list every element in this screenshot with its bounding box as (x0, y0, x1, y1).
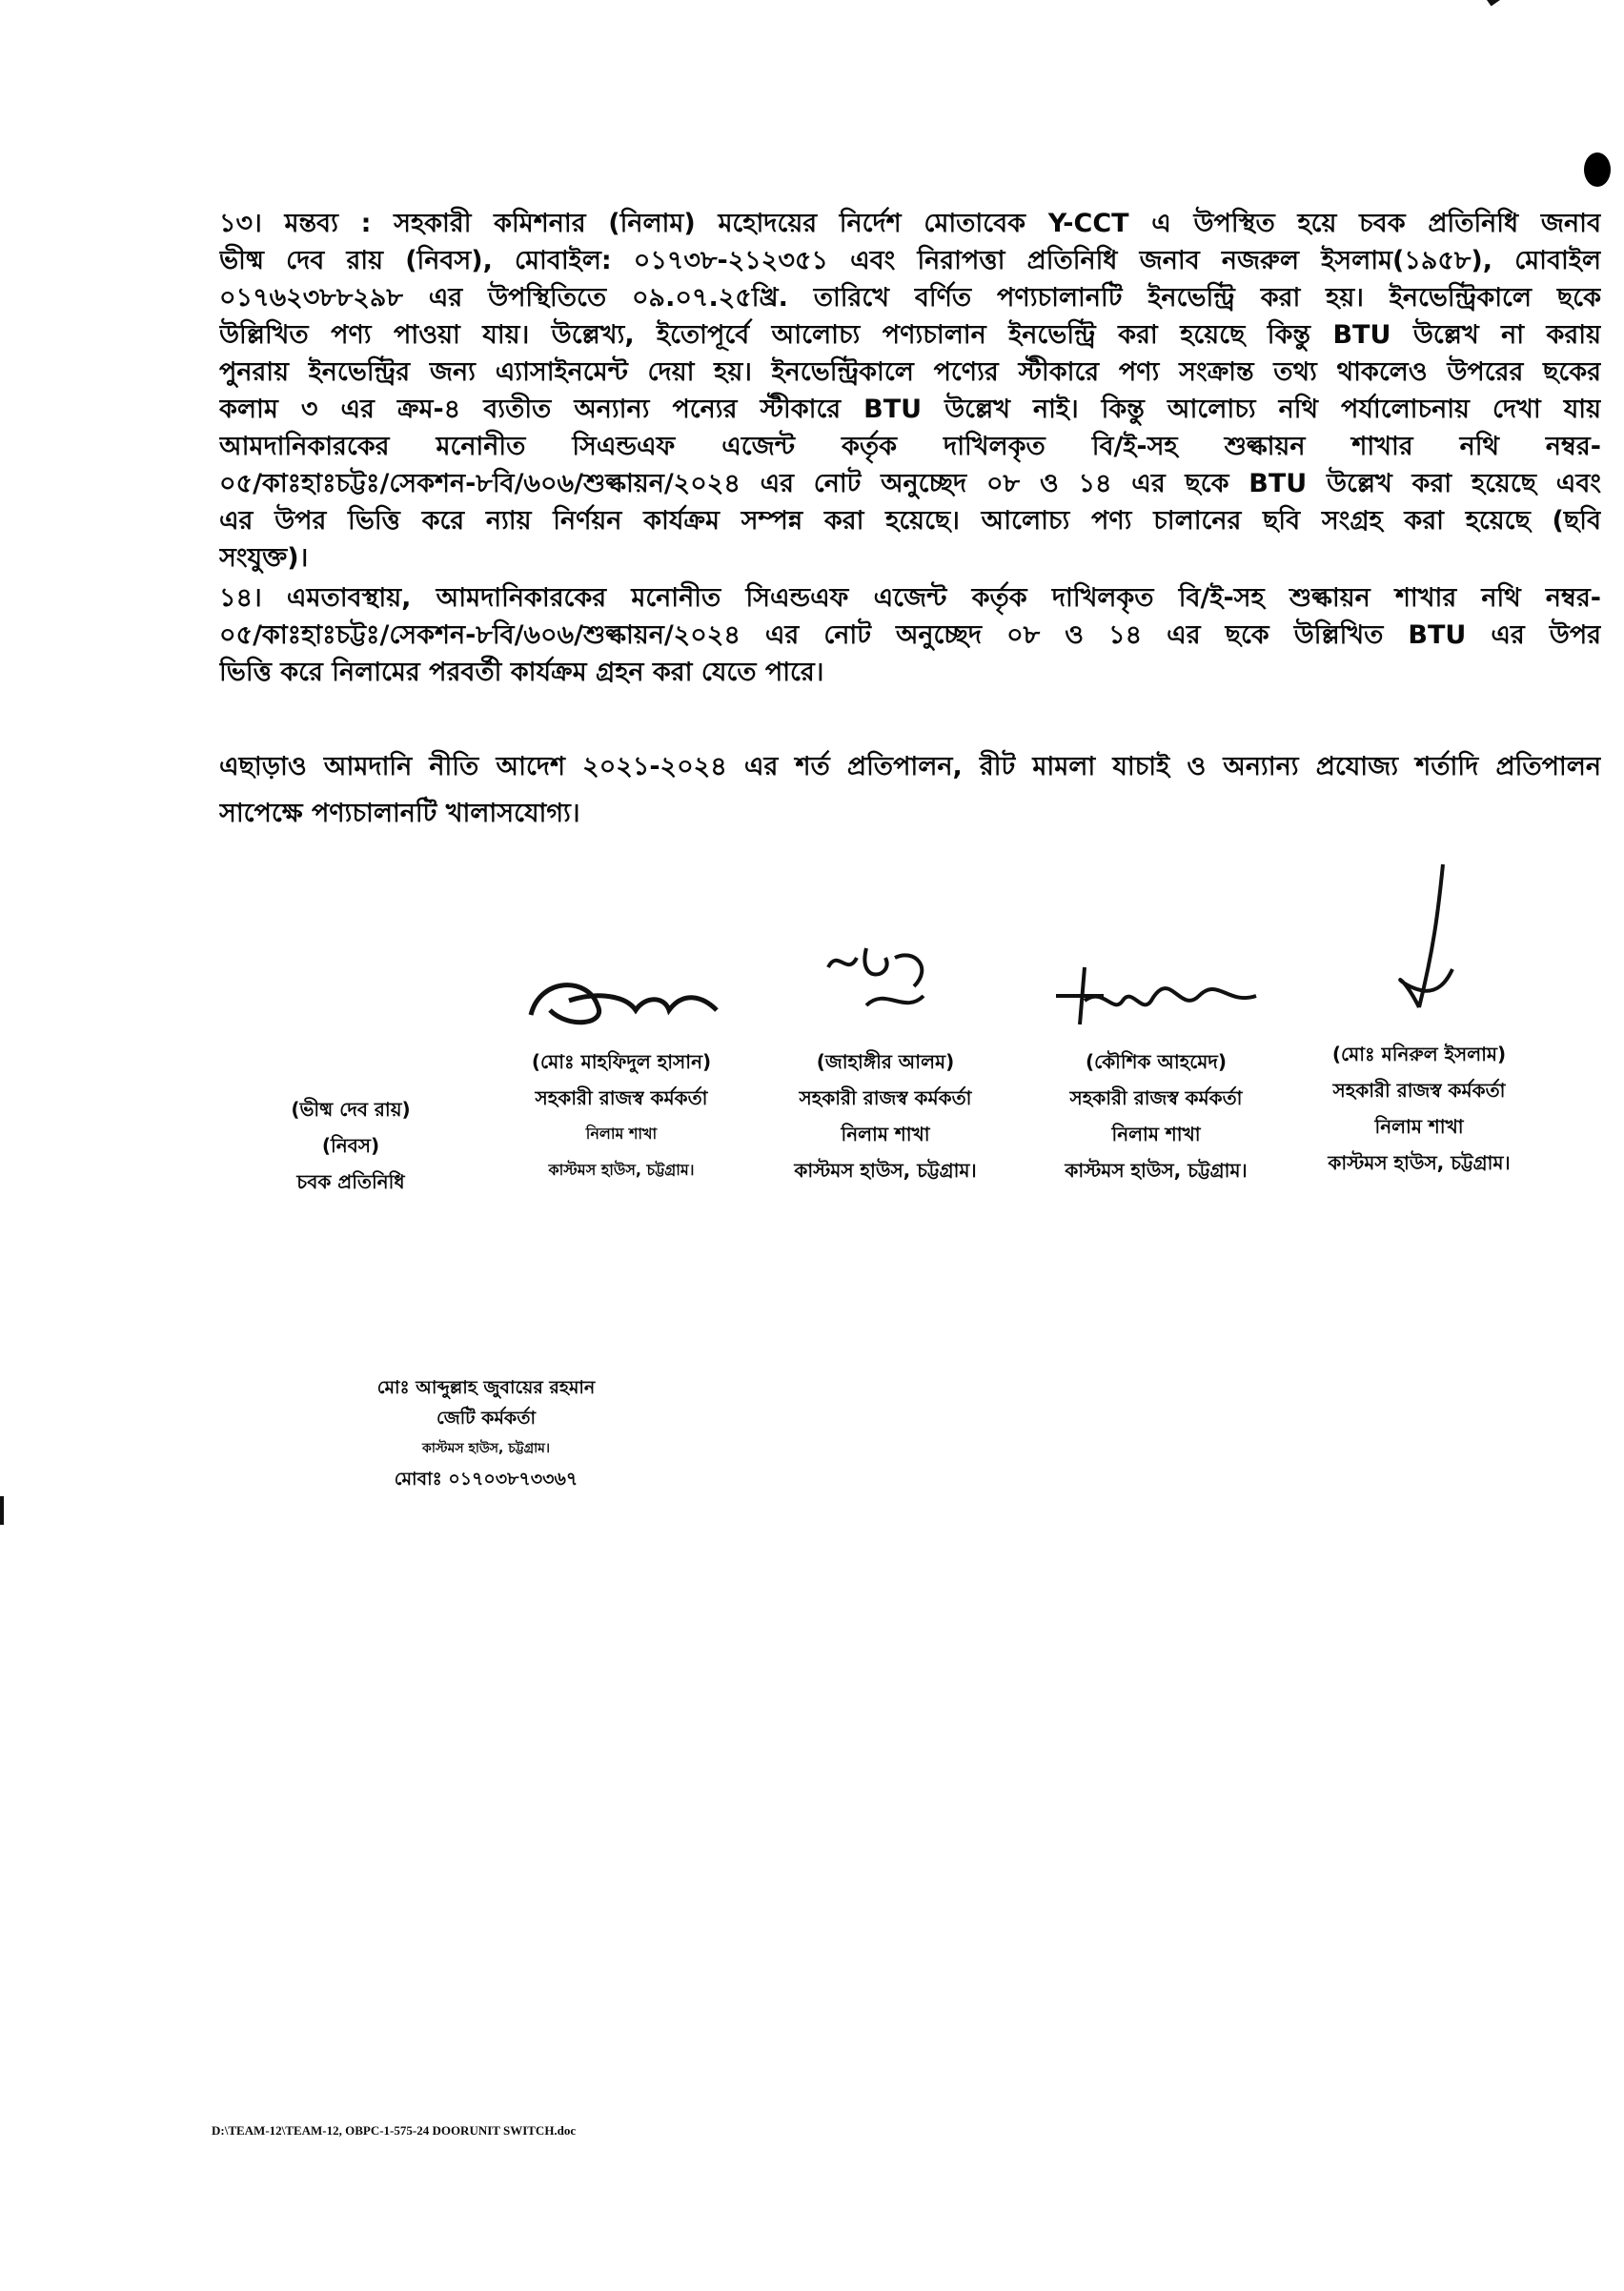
signatory-name: (ভীষ্ম দেব রায়) (291, 1098, 411, 1121)
paragraph-14 (219, 579, 1601, 691)
signatory-1 (222, 1034, 479, 1200)
text-line: ০১৭৬২৩৮৮২৯৮ এর উপস্থিতিতে ০৯.০৭.২৫খ্রি. তারিখে বর্ণিত পণ্যচালানটি ইনভেন্ট্রি করা হয়। ইনভেন্ট্রিকালে ছকে (219, 283, 1601, 313)
signatory-office: কাস্টমস হাউস, চট্টগ্রাম। (548, 1161, 695, 1179)
text-line: এছাড়াও আমদানি নীতি আদেশ ২০২১-২০২৪ এর শর্ত প্রতিপালন, রীট মামলা যাচাই ও অন্যান্য প্রযোজ্য শর্তাদি প্রতিপালন (219, 752, 1601, 781)
text-line: আমদানিকারকের মনোনীত সিএন্ডএফ এজেন্ট কর্তৃক দাখিলকৃত বি/ই-সহ শুল্কায়ন শাখার নথি নম্বর- (219, 432, 1601, 461)
signatory-branch: নিলাম শাখা (1374, 1115, 1464, 1138)
officer-name: মোঃ আব্দুল্লাহ জুবায়ের রহমান (376, 1377, 596, 1398)
signatory-branch: নিলাম শাখা (841, 1123, 930, 1146)
signatory-branch: নিলাম শাখা (1111, 1123, 1201, 1146)
signatory-title: সহকারী রাজস্ব কর্মকর্তা (799, 1086, 972, 1109)
signatory-name: (মোঃ মাহফিদুল হাসান) (531, 1050, 712, 1073)
signature-image (1027, 948, 1285, 1044)
scan-blot (1584, 152, 1611, 187)
signatory-title: সহকারী রাজস্ব কর্মকর্তা (1069, 1086, 1243, 1109)
text-line: ভিত্তি করে নিলামের পরবর্তী কার্যক্রম গ্রহন করা যেতে পারে। (219, 658, 824, 687)
signatory-4 (1027, 1034, 1285, 1188)
text-line: উল্লিখিত পণ্য পাওয়া যায়। উল্লেখ্য, ইতোপূর্বে আলোচ্য পণ্যচালান ইনভেন্ট্রি করা হয়েছে কিন্তু BTU উল্লেখ না করায় (219, 320, 1601, 350)
signature-image (757, 929, 1014, 1044)
signature-image (1290, 855, 1548, 1036)
scan-edge-mark (0, 1496, 4, 1525)
signatory-title: সহকারী রাজস্ব কর্মকর্তা (1332, 1079, 1506, 1102)
signatory-name: (জাহাঙ্গীর আলম) (816, 1050, 955, 1073)
text-line: ১৪। এমতাবস্থায়, আমদানিকারকের মনোনীত সিএন্ডএফ এজেন্ট কর্তৃক দাখিলকৃত বি/ই-সহ শুল্কায়ন শাখার নথি নম্বর- (219, 583, 1601, 613)
text-line: ০৫/কাঃহাঃচট্টঃ/সেকশন-৮বি/৬০৬/শুল্কায়ন/২০২৪ এর নোট অনুচ্ছেদ ০৮ ও ১৪ এর ছকে BTU উল্লেখ করা হয়েছে এবং (219, 469, 1601, 498)
officer-mobile: মোবাঃ ০১৭০৩৮৭৩৩৬৭ (394, 1469, 579, 1490)
signatory-2 (493, 1034, 750, 1188)
text-line: সাপেক্ষে পণ্যচালানটি খালাসযোগ্য। (219, 799, 580, 828)
signatory-name: (মোঃ মনিরুল ইসলাম) (1331, 1043, 1507, 1065)
text-line: এর উপর ভিত্তি করে ন্যায় নির্ণয়ন কার্যক্রম সম্পন্ন করা হয়েছে। আলোচ্য পণ্য চালানের ছবি সংগ্রহ করা হয়েছে (ছবি (219, 506, 1601, 536)
signatory-title: (নিবস) (321, 1134, 380, 1157)
scan-mark-top-right (1487, 0, 1538, 7)
officer-block (343, 1372, 629, 1494)
signatory-office: কাস্টমস হাউস, চট্টগ্রাম। (1328, 1151, 1511, 1174)
signatory-name: (কৌশিক আহমেদ) (1085, 1050, 1228, 1073)
paragraph-13 (219, 205, 1601, 577)
officer-office: কাস্টমস হাউস, চট্টগ্রাম। (422, 1441, 550, 1456)
paragraph-extra (219, 743, 1601, 837)
text-line: ০৫/কাঃহাঃচট্টঃ/সেকশন-৮বি/৬০৬/শুল্কায়ন/২০২৪ এর নোট অনুচ্ছেদ ০৮ ও ১৪ এর ছকে উল্লিখিত BTU এর উপর (219, 620, 1601, 650)
signatory-title: সহকারী রাজস্ব কর্মকর্তা (535, 1086, 708, 1109)
signatory-office: কাস্টমস হাউস, চট্টগ্রাম। (1065, 1159, 1248, 1182)
signature-image (493, 958, 750, 1044)
text-line: সংযুক্ত)। (219, 543, 309, 573)
officer-title: জেটি কর্মকর্তা (436, 1408, 536, 1429)
signatory-5 (1290, 1026, 1548, 1181)
text-line: ১৩। মন্তব্য : সহকারী কমিশনার (নিলাম) মহোদয়ের নির্দেশ মোতাবেক Y-CCT এ উপস্থিত হয়ে চবক প্রতিনিধি জনাব (219, 209, 1601, 238)
signatory-office: কাস্টমস হাউস, চট্টগ্রাম। (794, 1159, 977, 1182)
text-line: কলাম ৩ এর ক্রম-৪ ব্যতীত অন্যান্য পন্যের স্টীকারে BTU উল্লেখ নাই। কিন্তু আলোচ্য নথি পর্যালোচনায় দেখা যায় (219, 395, 1601, 424)
signatory-3 (757, 1034, 1014, 1188)
file-path-footer: D:\TEAM-12\TEAM-12, OBPC-1-575-24 DOORUNIT SWITCH.doc (212, 2123, 577, 2138)
text-line: পুনরায় ইনভেন্ট্রির জন্য এ্যাসাইনমেন্ট দেয়া হয়। ইনভেন্ট্রিকালে পণ্যের স্টীকারে পণ্য সংক্রান্ত তথ্য থাকলেও উপরের ছকের (219, 357, 1601, 387)
text-line: ভীষ্ম দেব রায় (নিবস), মোবাইল: ০১৭৩৮-২১২৩৫১ এবং নিরাপত্তা প্রতিনিধি জনাব নজরুল ইসলাম(১৯৫৮), মোবাইল (219, 246, 1601, 275)
signatory-office: চবক প্রতিনিধি (296, 1170, 405, 1193)
signatory-branch: নিলাম শাখা (585, 1125, 658, 1143)
